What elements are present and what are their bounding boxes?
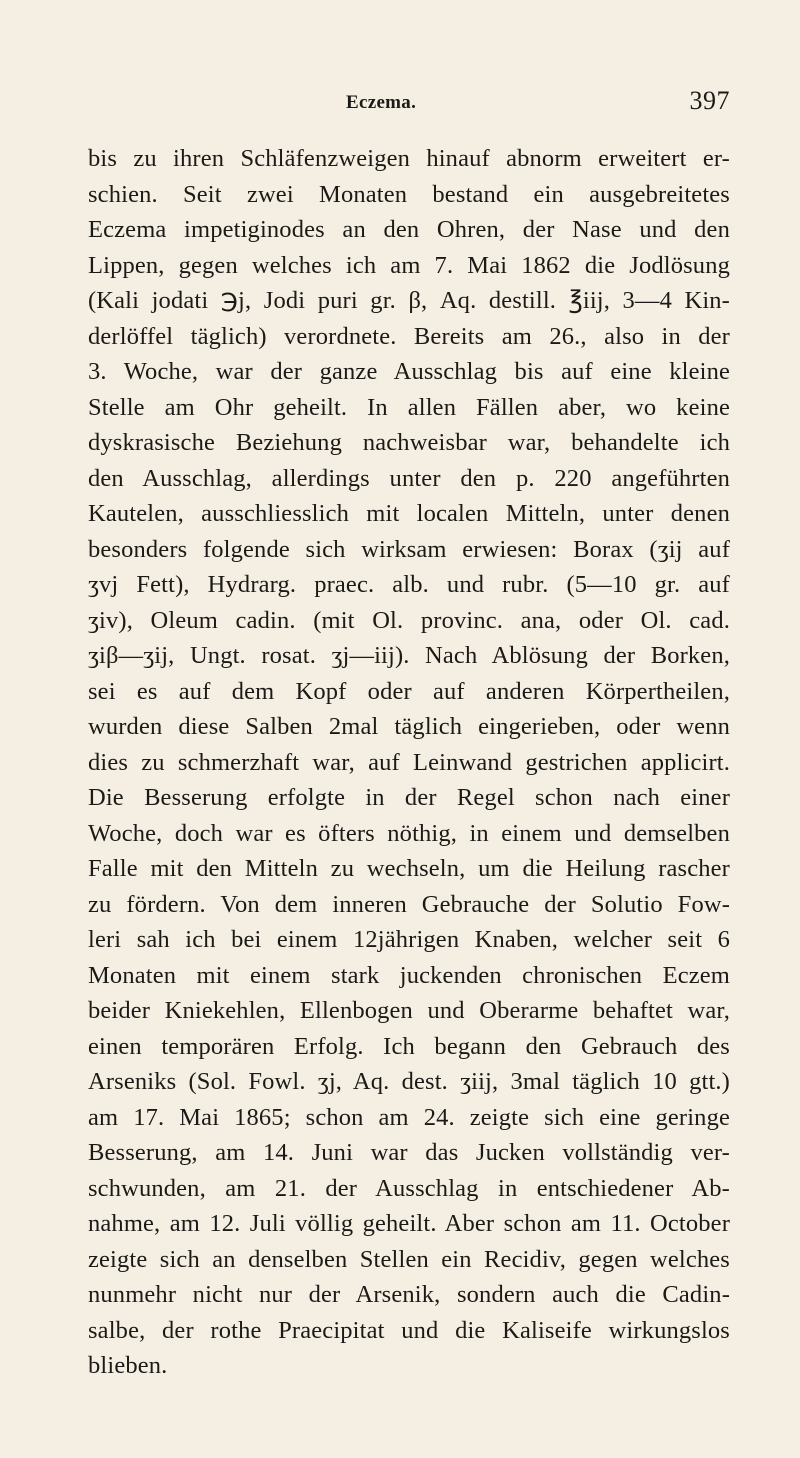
text-line: schwunden, am 21. der Ausschlag in entschiedener Ab- (88, 1174, 730, 1202)
text-line: besonders folgende sich wirksam erwiesen: Borax (ʒij auf (88, 535, 730, 563)
body-paragraph (88, 141, 730, 1384)
text-line: den Ausschlag, allerdings unter den p. 220 angeführten (88, 464, 730, 492)
text-line: Monaten mit einem stark juckenden chronischen Eczem (88, 961, 730, 989)
text-line: zu fördern. Von dem inneren Gebrauche der Solutio Fow- (88, 890, 730, 918)
text-line: einen temporären Erfolg. Ich begann den Gebrauch des (88, 1032, 730, 1060)
text-line: dies zu schmerzhaft war, auf Leinwand gestrichen applicirt. (88, 748, 730, 776)
text-line: blieben. (88, 1352, 168, 1379)
text-line: ʒvj Fett), Hydrarg. praec. alb. und rubr. (5—10 gr. auf (88, 571, 730, 598)
text-line: Kautelen, ausschliesslich mit localen Mitteln, unter denen (88, 500, 730, 527)
text-line: Eczema impetiginodes an den Ohren, der Nase und den (88, 216, 730, 243)
text-line: Lippen, gegen welches ich am 7. Mai 1862 die Jodlösung (88, 251, 730, 279)
text-line: nahme, am 12. Juli völlig geheilt. Aber schon am 11. October (88, 1210, 730, 1237)
text-line: wurden diese Salben 2mal täglich eingerieben, oder wenn (88, 713, 730, 740)
text-line: nunmehr nicht nur der Arsenik, sondern auch die Cadin- (88, 1281, 730, 1308)
text-line: schien. Seit zwei Monaten bestand ein ausgebreitetes (88, 180, 730, 208)
text-line: derlöffel täglich) verordnete. Bereits am 26., also in der (88, 322, 730, 350)
text-line: sei es auf dem Kopf oder auf anderen Körpertheilen, (88, 677, 730, 705)
running-head (0, 86, 800, 116)
text-line: 3. Woche, war der ganze Ausschlag bis auf eine kleine (88, 358, 730, 385)
text-line: Stelle am Ohr geheilt. In allen Fällen aber, wo keine (88, 393, 730, 421)
page-number: 397 (689, 86, 730, 115)
text-line: Arseniks (Sol. Fowl. ʒj, Aq. dest. ʒiij, 3mal täglich 10 gtt.) (88, 1068, 730, 1095)
text-line: Die Besserung erfolgte in der Regel schon nach einer (88, 784, 730, 811)
text-line: ʒiβ—ʒij, Ungt. rosat. ʒj—iij). Nach Ablösung der Borken, (88, 642, 730, 669)
text-line: salbe, der rothe Praecipitat und die Kaliseife wirkungslos (88, 1316, 730, 1344)
text-line: Woche, doch war es öfters nöthig, in einem und demselben (88, 819, 730, 847)
text-line: beider Kniekehlen, Ellenbogen und Oberarme behaftet war, (88, 997, 730, 1024)
text-line: leri sah ich bei einem 12jährigen Knaben, welcher seit 6 (88, 926, 730, 953)
text-line: dyskrasische Beziehung nachweisbar war, behandelte ich (88, 429, 730, 456)
text-line: am 17. Mai 1865; schon am 24. zeigte sich eine geringe (88, 1103, 730, 1131)
text-line: Besserung, am 14. Juni war das Jucken vollständig ver- (88, 1139, 730, 1166)
text-line: (Kali jodati ℈j, Jodi puri gr. β, Aq. destill. ℥iij, 3—4 Kin- (88, 287, 730, 314)
text-line: Falle mit den Mitteln zu wechseln, um die Heilung rascher (88, 855, 730, 882)
text-line: ʒiv), Oleum cadin. (mit Ol. provinc. ana, oder Ol. cad. (88, 606, 730, 634)
text-line: zeigte sich an denselben Stellen ein Recidiv, gegen welches (88, 1245, 730, 1273)
running-title: Eczema. (346, 92, 417, 113)
text-line: bis zu ihren Schläfenzweigen hinauf abnorm erweitert er- (88, 145, 730, 172)
